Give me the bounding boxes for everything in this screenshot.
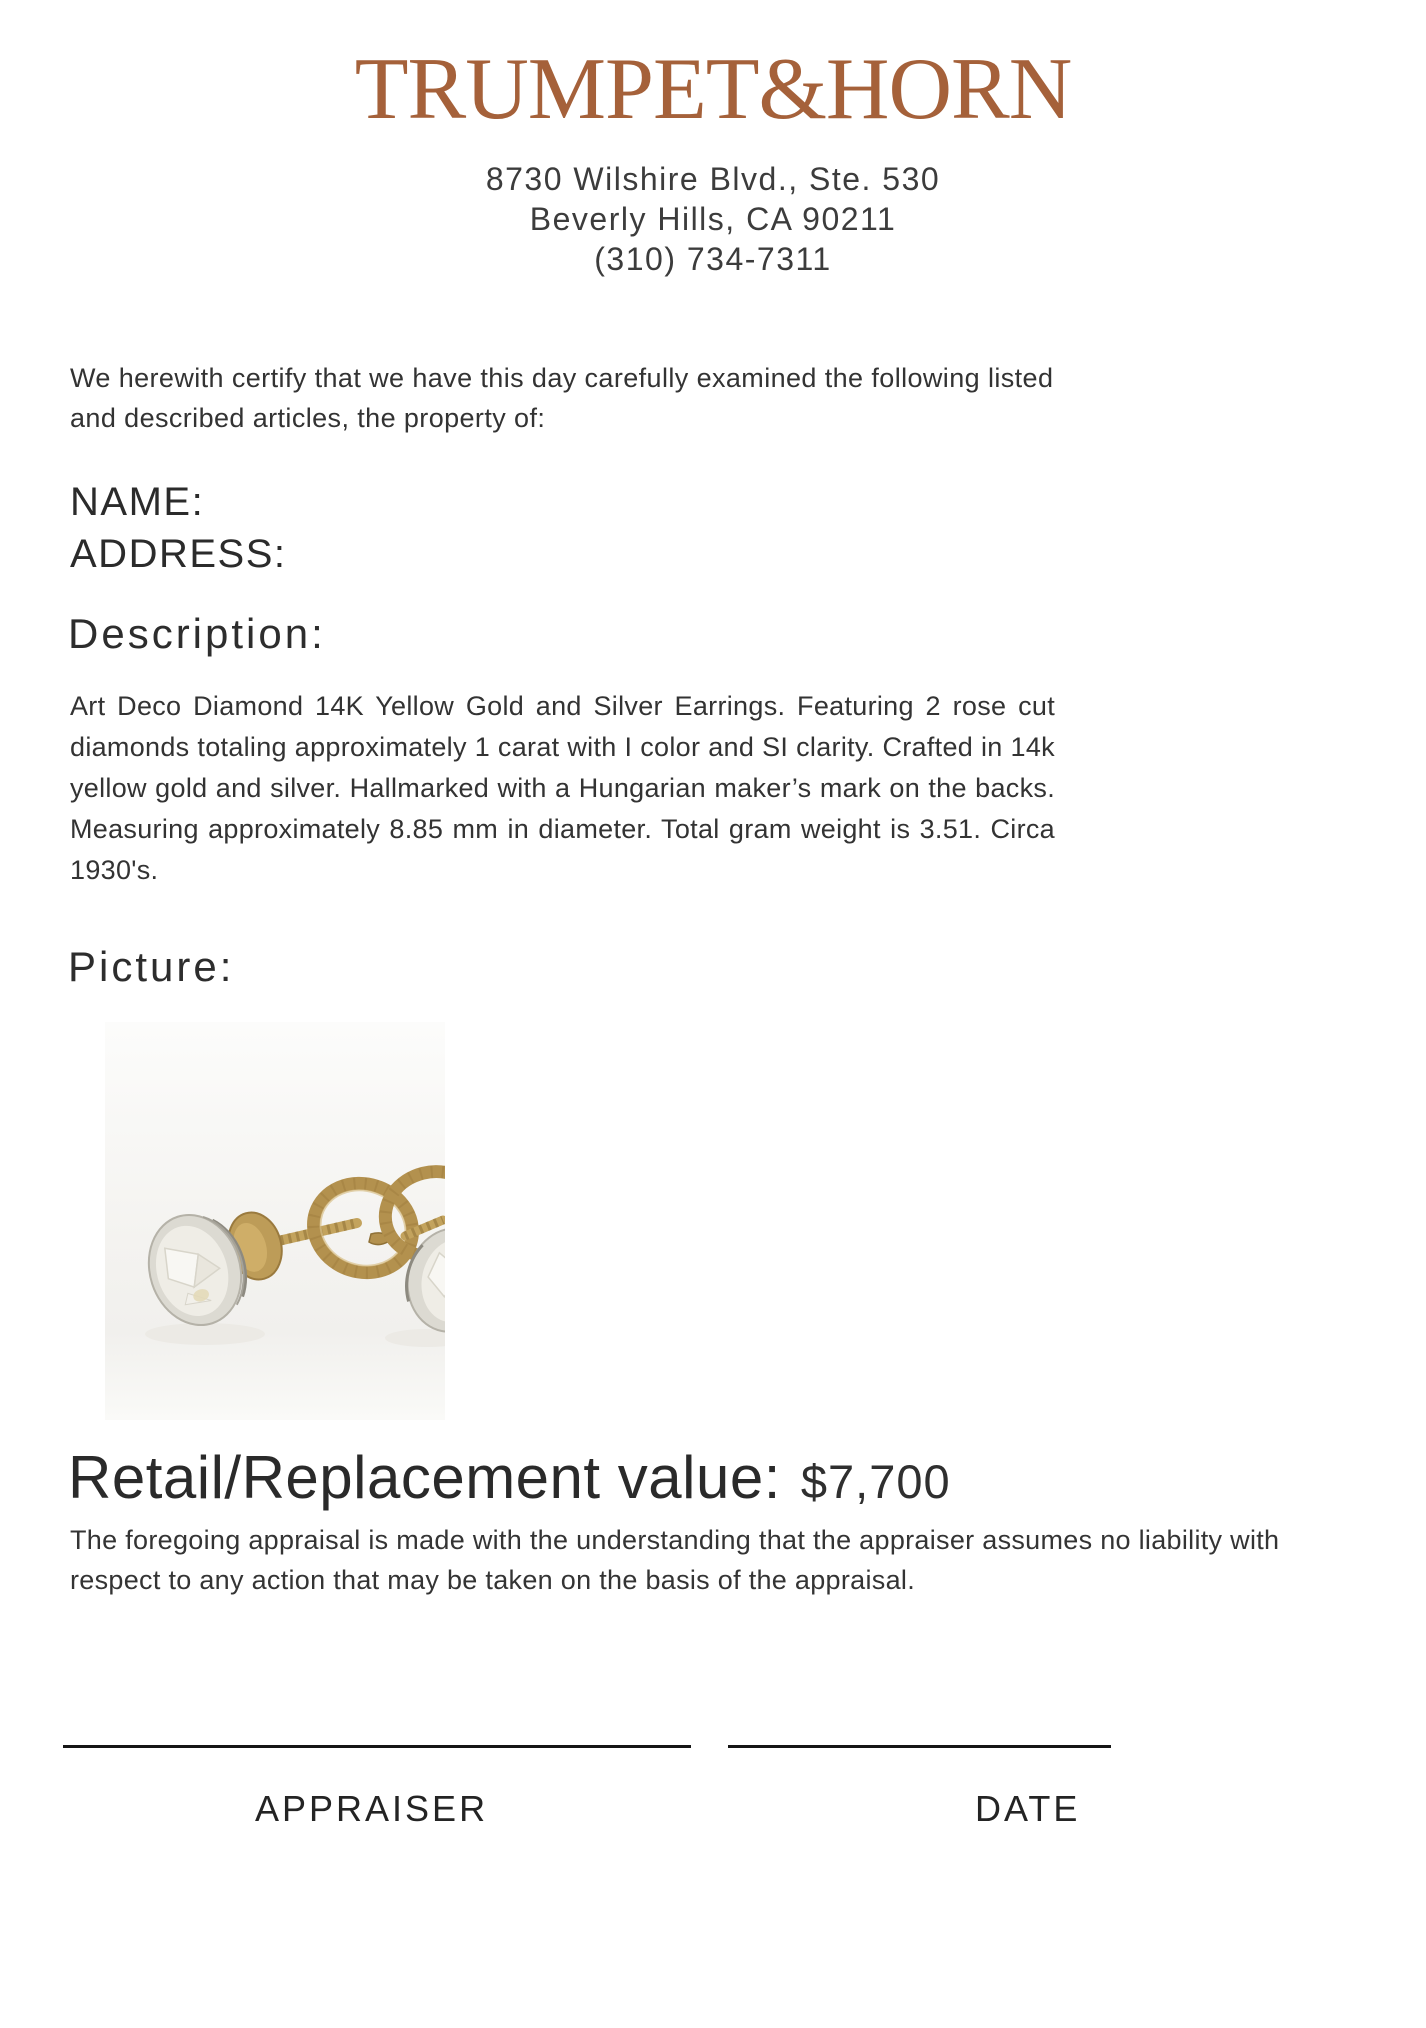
right-earring-shadow	[385, 1329, 445, 1347]
date-label: DATE	[975, 1788, 1081, 1829]
date-signature-line	[728, 1745, 1111, 1748]
value-heading: Retail/Replacement value:	[68, 1444, 781, 1511]
owner-address-label: ADDRESS:	[70, 532, 287, 576]
appraiser-label: APPRAISER	[255, 1788, 489, 1829]
brand-logo: TRUMPET&HORN	[354, 41, 1072, 138]
appraiser-signature-line	[63, 1745, 691, 1748]
certification-statement: We herewith certify that we have this day carefully examined the following listed and described articles, the property of:	[70, 363, 1054, 433]
earrings-illustration	[105, 1022, 445, 1420]
store-address-block	[0, 159, 1426, 279]
address-line-2: Beverly Hills, CA 90211	[529, 201, 897, 237]
description-heading: Description:	[68, 610, 326, 657]
store-phone: (310) 734-7311	[594, 241, 832, 277]
earring-left	[135, 1171, 424, 1337]
address-line-1: 8730 Wilshire Blvd., Ste. 530	[485, 161, 941, 197]
valuation-disclaimer: The foregoing appraisal is made with the understanding that the appraiser assumes no liability with respect to any action that may be taken on the basis of the appraisal.	[70, 1525, 1280, 1595]
valuation-row	[68, 1442, 951, 1514]
owner-block	[70, 476, 287, 580]
owner-name-label: NAME:	[70, 480, 205, 524]
earrings-photo	[105, 1022, 445, 1420]
description-body: Art Deco Diamond 14K Yellow Gold and Silver Earrings. Featuring 2 rose cut diamonds totaling approximately 1 carat with I color and SI clarity. Crafted in 14k yellow gold and silver. Hallmarked with a Hungarian maker’s mark on the backs. Measuring approximately 8.85 mm in diameter. Total gram weight is 3.51. Circa 1930's.	[70, 691, 1055, 885]
picture-heading: Picture:	[68, 943, 235, 990]
value-amount: $7,700	[800, 1455, 951, 1508]
left-earring-shadow	[145, 1323, 265, 1345]
